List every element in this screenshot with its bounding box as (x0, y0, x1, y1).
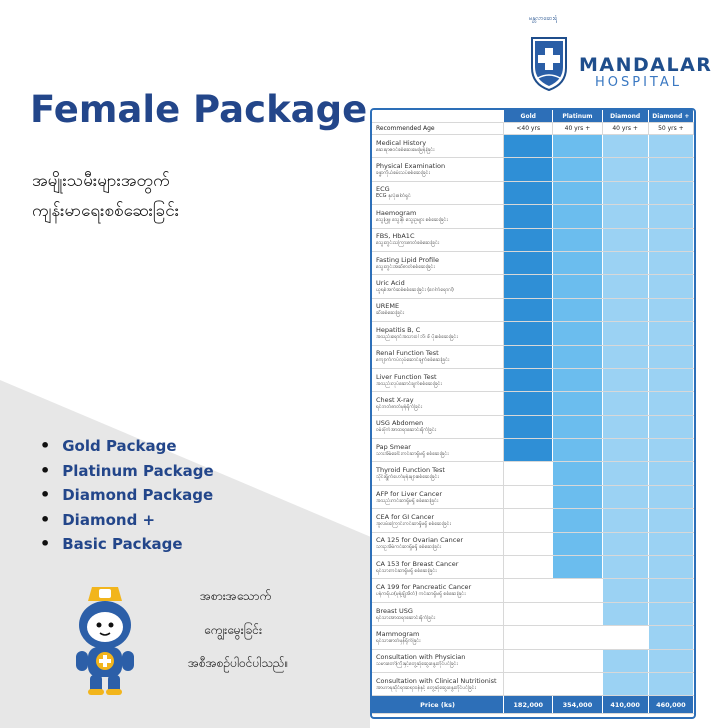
included-cell (648, 392, 693, 415)
table-row (372, 672, 694, 695)
test-name-cell (372, 205, 504, 228)
table-row (372, 439, 694, 462)
table-row (372, 392, 694, 415)
table-row (372, 205, 694, 228)
table-row (372, 158, 694, 181)
included-cell (553, 205, 602, 228)
package-comparison-table (370, 108, 696, 719)
table-row (372, 345, 694, 368)
test-name-mm: ခန္ဓာကိုယ်စမ်းသပ်စစ်ဆေးခြင်း (376, 170, 430, 177)
column-header: Diamond + (648, 110, 693, 123)
test-name-en: AFP for Liver Cancer (376, 489, 443, 498)
test-name-en: Breast USG (376, 606, 413, 615)
included-cell (602, 228, 648, 251)
test-name-mm: အသည်းရောင်အသားဝါ ဘီ၊ စီ ပိုးစစ်ဆေးခြင်း (376, 333, 458, 340)
test-name-en: Liver Function Test (376, 372, 437, 381)
included-cell (648, 205, 693, 228)
table-row (372, 532, 694, 555)
test-name-en: CA 125 for Ovarian Cancer (376, 536, 464, 545)
logo-name: MANDALAR (579, 54, 713, 76)
age-cell: 40 yrs + (602, 123, 648, 135)
test-name-cell (372, 368, 504, 391)
excluded-cell (553, 602, 602, 625)
included-cell (553, 275, 602, 298)
test-name-cell (372, 532, 504, 555)
excluded-cell (553, 672, 602, 695)
included-cell (504, 228, 553, 251)
test-name-cell (372, 345, 504, 368)
test-name-en: Uric Acid (376, 279, 405, 288)
test-name-en: Fasting Lipid Profile (376, 255, 439, 264)
test-name-mm: အာဟာရဆိုင်ရာဆရာဝန်နှင့် တွေ့ဆုံဆွေးနွေးတိုင်ပင်ခြင်း (376, 684, 476, 691)
table-row (372, 228, 694, 251)
included-cell (602, 579, 648, 602)
included-cell (648, 368, 693, 391)
included-cell (553, 181, 602, 204)
included-cell (602, 602, 648, 625)
age-row (372, 123, 694, 135)
included-cell (504, 205, 553, 228)
included-cell (602, 649, 648, 672)
excluded-cell (504, 532, 553, 555)
test-name-en: Renal Function Test (376, 349, 439, 358)
included-cell (602, 485, 648, 508)
included-cell (553, 532, 602, 555)
included-cell (602, 672, 648, 695)
included-cell (648, 322, 693, 345)
test-name-mm: သမားတော်ကြီးနှင့်တွေ့ဆုံဆွေးနွေးတိုင်ပင်ခြင်း (376, 661, 458, 668)
table-header-row (372, 110, 694, 123)
page-title: Female Package (30, 88, 368, 131)
included-cell (602, 322, 648, 345)
included-cell (648, 181, 693, 204)
shield-icon (528, 34, 570, 92)
included-cell (553, 415, 602, 438)
test-name-en: Consultation with Physician (376, 653, 466, 662)
included-cell (553, 345, 602, 368)
table-row (372, 556, 694, 579)
excluded-cell (553, 649, 602, 672)
excluded-cell (553, 579, 602, 602)
included-cell (602, 556, 648, 579)
package-item: • Diamond Package (40, 483, 214, 508)
excluded-cell (602, 626, 648, 649)
test-name-en: ECG (376, 185, 390, 194)
promo-line-2: ကျွေးမွေးခြင်း (204, 623, 263, 637)
table-row (372, 415, 694, 438)
test-name-en: FBS, HbA1C (376, 232, 415, 241)
included-cell (602, 509, 648, 532)
excluded-cell (504, 462, 553, 485)
table-row (372, 251, 694, 274)
test-name-cell (372, 181, 504, 204)
price-cell: 182,000 (504, 696, 553, 714)
column-header: Gold (504, 110, 553, 123)
test-name-mm: ရင်သားကင်ဆာရှိမရှိ စစ်ဆေးခြင်း (376, 567, 437, 574)
included-cell (648, 626, 693, 649)
included-cell (602, 392, 648, 415)
mascot-image (70, 585, 140, 697)
included-cell (504, 439, 553, 462)
test-name-cell (372, 135, 504, 158)
included-cell (648, 672, 693, 695)
test-name-cell (372, 251, 504, 274)
included-cell (602, 345, 648, 368)
test-name-cell (372, 439, 504, 462)
test-name-cell (372, 579, 504, 602)
included-cell (648, 439, 693, 462)
table-row (372, 579, 694, 602)
excluded-cell (504, 626, 553, 649)
test-name-en: Haemogram (376, 208, 417, 217)
excluded-cell (504, 579, 553, 602)
test-name-en: USG Abdomen (376, 419, 424, 428)
included-cell (504, 158, 553, 181)
excluded-cell (504, 485, 553, 508)
included-cell (648, 415, 693, 438)
included-cell (648, 649, 693, 672)
included-cell (553, 462, 602, 485)
included-cell (553, 556, 602, 579)
price-label: Price (ks) (372, 696, 504, 714)
included-cell (504, 181, 553, 204)
test-name-cell (372, 509, 504, 532)
included-cell (553, 368, 602, 391)
test-name-cell (372, 672, 504, 695)
excluded-cell (553, 626, 602, 649)
test-name-en: CA 199 for Pancreatic Cancer (376, 583, 472, 592)
table-row (372, 602, 694, 625)
excluded-cell (504, 602, 553, 625)
test-name-cell (372, 649, 504, 672)
package-item: • Diamond + (40, 508, 214, 533)
test-name-en: Thyroid Function Test (376, 466, 445, 475)
test-name-mm: ရင်သားဓာတ်မှန်ရိုက်ခြင်း (376, 637, 421, 644)
included-cell (553, 485, 602, 508)
test-name-mm: ယူရစ်အက်ဆစ်စစ်ဆေးခြင်း (ဂေါက်ရောဂါ) (376, 287, 454, 294)
included-cell (504, 415, 553, 438)
test-name-cell (372, 298, 504, 321)
package-item: • Platinum Package (40, 459, 214, 484)
excluded-cell (504, 556, 553, 579)
test-name-cell (372, 275, 504, 298)
table-row (372, 626, 694, 649)
table-row (372, 649, 694, 672)
test-name-cell (372, 392, 504, 415)
test-name-mm: သွေးတွင်းအဆီဓာတ်စစ်ဆေးခြင်း (376, 263, 435, 270)
test-name-en: Chest X-ray (376, 395, 414, 404)
table-row (372, 485, 694, 508)
excluded-cell (504, 509, 553, 532)
age-cell: 40 yrs + (553, 123, 602, 135)
price-cell: 460,000 (648, 696, 693, 714)
included-cell (504, 275, 553, 298)
test-name-mm: ရင်သားအာထရာဆောင်းရိုက်ခြင်း (376, 614, 436, 621)
included-cell (504, 135, 553, 158)
test-name-en: Mammogram (376, 629, 420, 638)
included-cell (553, 392, 602, 415)
included-cell (504, 251, 553, 274)
included-cell (553, 228, 602, 251)
hospital-logo (525, 14, 715, 102)
test-name-en: Physical Examination (376, 162, 446, 171)
included-cell (602, 158, 648, 181)
column-header: Diamond (602, 110, 648, 123)
age-cell: 50 yrs + (648, 123, 693, 135)
test-name-mm: ဆီးစစ်ဆေးခြင်း (376, 310, 405, 317)
table-row (372, 135, 694, 158)
included-cell (648, 462, 693, 485)
included-cell (504, 368, 553, 391)
excluded-cell (504, 649, 553, 672)
test-name-cell (372, 158, 504, 181)
test-name-en: Consultation with Clinical Nutritionist (376, 676, 497, 685)
test-name-mm: ပန်ကရိယ(မုန့်ချိုအိတ်) ကင်ဆာရှိမရှိ စစ်ဆေးခြင်း (376, 591, 466, 598)
included-cell (553, 322, 602, 345)
header-empty-cell (372, 110, 504, 123)
table-row (372, 462, 694, 485)
test-name-mm: ဆေးရာဇဝင်စစ်ဆေးမေးမြန်းခြင်း (376, 146, 435, 153)
included-cell (648, 298, 693, 321)
included-cell (648, 556, 693, 579)
test-name-mm: ကျောက်ကပ်လုပ်ဆောင်ချက်စစ်ဆေးခြင်း (376, 357, 450, 364)
subtitle-line-1: အမျိုးသမီးများအတွက် (32, 171, 170, 191)
test-name-cell (372, 462, 504, 485)
included-cell (648, 158, 693, 181)
included-cell (504, 298, 553, 321)
included-cell (553, 509, 602, 532)
test-name-mm: ရင်ဘတ်ဓာတ်မှန်ရိုက်ခြင်း (376, 403, 422, 410)
test-name-mm: ဝမ်းဗိုက်အာထရာဆောင်းရိုက်ခြင်း (376, 427, 436, 434)
price-cell: 354,000 (553, 696, 602, 714)
included-cell (553, 158, 602, 181)
included-cell (504, 322, 553, 345)
test-name-en: UREME (376, 302, 400, 311)
test-name-mm: ECG နှလုံးဓါတ်ရှင် (376, 193, 411, 200)
included-cell (553, 298, 602, 321)
included-cell (602, 135, 648, 158)
age-label: Recommended Age (372, 123, 504, 135)
included-cell (602, 298, 648, 321)
included-cell (648, 602, 693, 625)
included-cell (602, 368, 648, 391)
table-row (372, 181, 694, 204)
package-item: • Gold Package (40, 434, 214, 459)
included-cell (602, 205, 648, 228)
table-row (372, 298, 694, 321)
included-cell (648, 275, 693, 298)
table-row (372, 509, 694, 532)
included-cell (553, 251, 602, 274)
included-cell (648, 532, 693, 555)
included-cell (553, 135, 602, 158)
test-name-en: Hepatitis B, C (376, 325, 421, 334)
promo-line-1: အစားအသောက် (200, 589, 272, 603)
included-cell (504, 392, 553, 415)
included-cell (648, 345, 693, 368)
package-item: • Basic Package (40, 532, 214, 557)
table-row (372, 368, 694, 391)
test-name-en: Medical History (376, 138, 427, 147)
test-name-cell (372, 485, 504, 508)
included-cell (602, 275, 648, 298)
table-row (372, 322, 694, 345)
test-name-mm: သွေးတွင်းသကြားဓာတ်စစ်ဆေးခြင်း (376, 240, 440, 247)
included-cell (648, 485, 693, 508)
test-name-cell (372, 228, 504, 251)
logo-subtitle: HOSPITAL (595, 75, 683, 90)
age-cell: <40 yrs (504, 123, 553, 135)
included-cell (602, 415, 648, 438)
included-cell (553, 439, 602, 462)
test-name-en: Pap Smear (376, 442, 411, 451)
test-name-cell (372, 322, 504, 345)
promo-line-3: အစီအစဉ်ပါဝင်ပါသည်။ (188, 656, 289, 670)
included-cell (504, 345, 553, 368)
test-name-mm: သိုင်းရွိုက်ဟော်မုန်းများစစ်ဆေးခြင်း (376, 474, 439, 481)
test-name-mm: အူလမ်းကြောင်းကင်ဆာရှိမရှိ စစ်ဆေးခြင်း (376, 520, 451, 527)
included-cell (648, 228, 693, 251)
included-cell (648, 509, 693, 532)
test-name-mm: သွေးဖြူ၊ သွေးနီ၊ သွေးဥများ စစ်ဆေးခြင်း (376, 216, 448, 223)
table-body (372, 135, 694, 696)
column-header: Platinum (553, 110, 602, 123)
test-name-mm: သားဥအိမ်ကင်ဆာရှိမရှိ စစ်ဆေးခြင်း (376, 544, 442, 551)
included-cell (602, 181, 648, 204)
test-name-cell (372, 415, 504, 438)
price-row (372, 696, 694, 714)
included-cell (648, 579, 693, 602)
test-name-cell (372, 602, 504, 625)
included-cell (648, 251, 693, 274)
package-list (40, 434, 214, 557)
table-row (372, 275, 694, 298)
test-name-en: CA 153 for Breast Cancer (376, 559, 459, 568)
included-cell (602, 462, 648, 485)
logo-top-text: မန္တလာဆေးရုံ (529, 15, 558, 22)
test-name-mm: အသည်းကင်ဆာရှိမရှိ စစ်ဆေးခြင်း (376, 497, 439, 504)
test-name-mm: သားအိမ်ခေါင်းကင်ဆာရှိမရှိ စစ်ဆေးခြင်း (376, 450, 449, 457)
price-cell: 410,000 (602, 696, 648, 714)
excluded-cell (504, 672, 553, 695)
test-name-mm: အသည်းလုပ်ဆောင်ချက်စစ်ဆေးခြင်း (376, 380, 442, 387)
included-cell (602, 439, 648, 462)
test-name-en: CEA for GI Cancer (376, 512, 435, 521)
included-cell (648, 135, 693, 158)
included-cell (602, 532, 648, 555)
subtitle-line-2: ကျန်းမာရေးစစ်ဆေးခြင်း (32, 201, 180, 221)
test-name-cell (372, 556, 504, 579)
included-cell (602, 251, 648, 274)
test-name-cell (372, 626, 504, 649)
